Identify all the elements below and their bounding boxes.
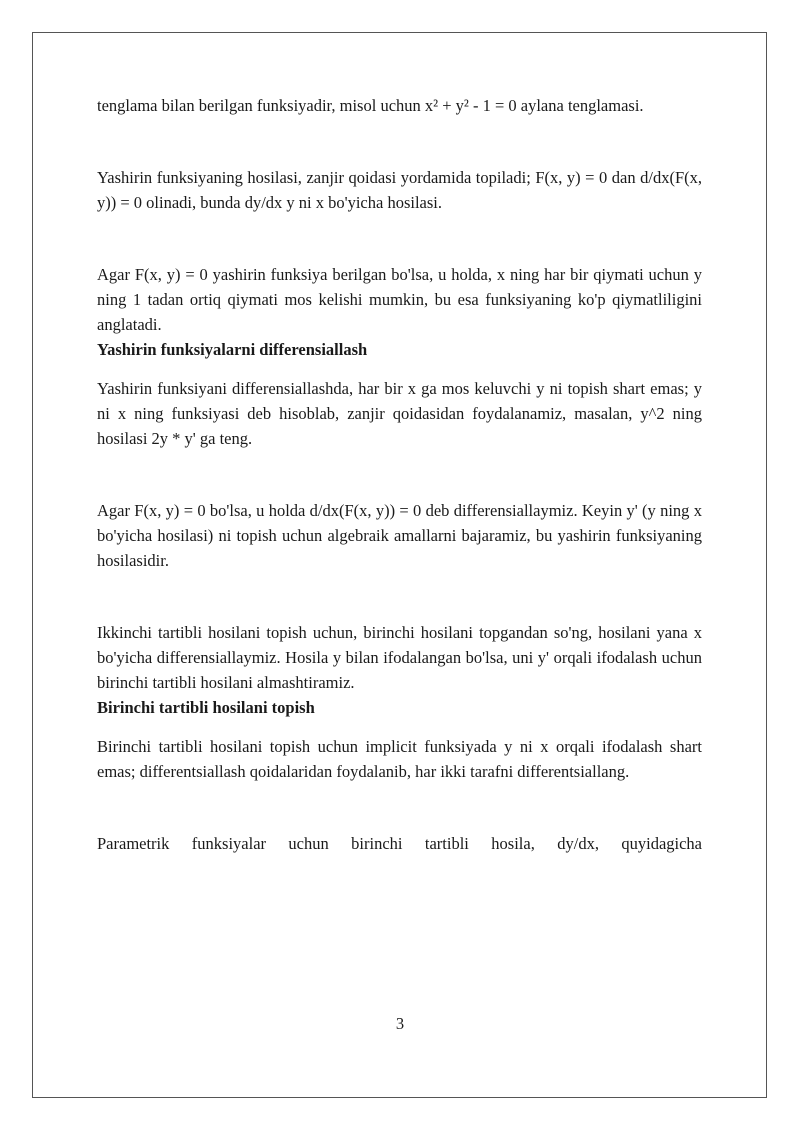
- paragraph-differentiation-intro: Yashirin funksiyani differensiallashda, har bir x ga mos keluvchi y ni topish shart emas; y ni x ning funksiyasi deb hisoblab, zanjir qoidasidan foydalanamiz, masalan, y^2 ning hosilasi 2y * y' ga teng.: [97, 379, 702, 448]
- section-heading-differentiation: Yashirin funksiyalarni differensiallash: [97, 340, 368, 359]
- paragraph-chain-rule: Yashirin funksiyaning hosilasi, zanjir qoidasi yordamida topiladi; F(x, y) = 0 dan d/dx(F(x, y)) = 0 olinadi, bunda dy/dx y ni x bo'yicha hosilasi.: [97, 168, 702, 212]
- section-heading-first-derivative: Birinchi tartibli hosilani topish: [97, 698, 315, 717]
- document-body: [97, 93, 702, 856]
- paragraph-second-derivative: Ikkinchi tartibli hosilani topish uchun, birinchi hosilani topgandan so'ng, hosilani yana x bo'yicha differensiallaymiz. Hosila y bilan ifodalangan bo'lsa, uni y' orqali ifodalash uchun birinchi tartibli hosilani almashtiramiz.: [97, 623, 702, 692]
- paragraph-implicit-definition: tenglama bilan berilgan funksiyadir, misol uchun x² + y² - 1 = 0 aylana tenglamasi.: [97, 96, 644, 115]
- paragraph-parametric: Parametrik funksiyalar uchun birinchi tartibli hosila, dy/dx, quyidagicha: [97, 834, 702, 853]
- paragraph-first-derivative: Birinchi tartibli hosilani topish uchun implicit funksiyada y ni x orqali ifodalash shart emas; differentsiallash qoidalaridan foydalanib, har ikki tarafni differentsiallang.: [97, 737, 702, 781]
- paragraph-multivalued: Agar F(x, y) = 0 yashirin funksiya berilgan bo'lsa, u holda, x ning har bir qiymati uchun y ning 1 tadan ortiq qiymati mos kelishi mumkin, bu esa funksiyaning ko'p qiymatliligini anglatadi.: [97, 265, 702, 334]
- page-number: 3: [395, 1014, 405, 1033]
- paragraph-algebraic-steps: Agar F(x, y) = 0 bo'lsa, u holda d/dx(F(x, y)) = 0 deb differensiallaymiz. Keyin y' (y ning x bo'yicha hosilasi) ni topish uchun algebraik amallarni bajaramiz, bu yashirin funksiyaning hosilasidir.: [97, 501, 702, 570]
